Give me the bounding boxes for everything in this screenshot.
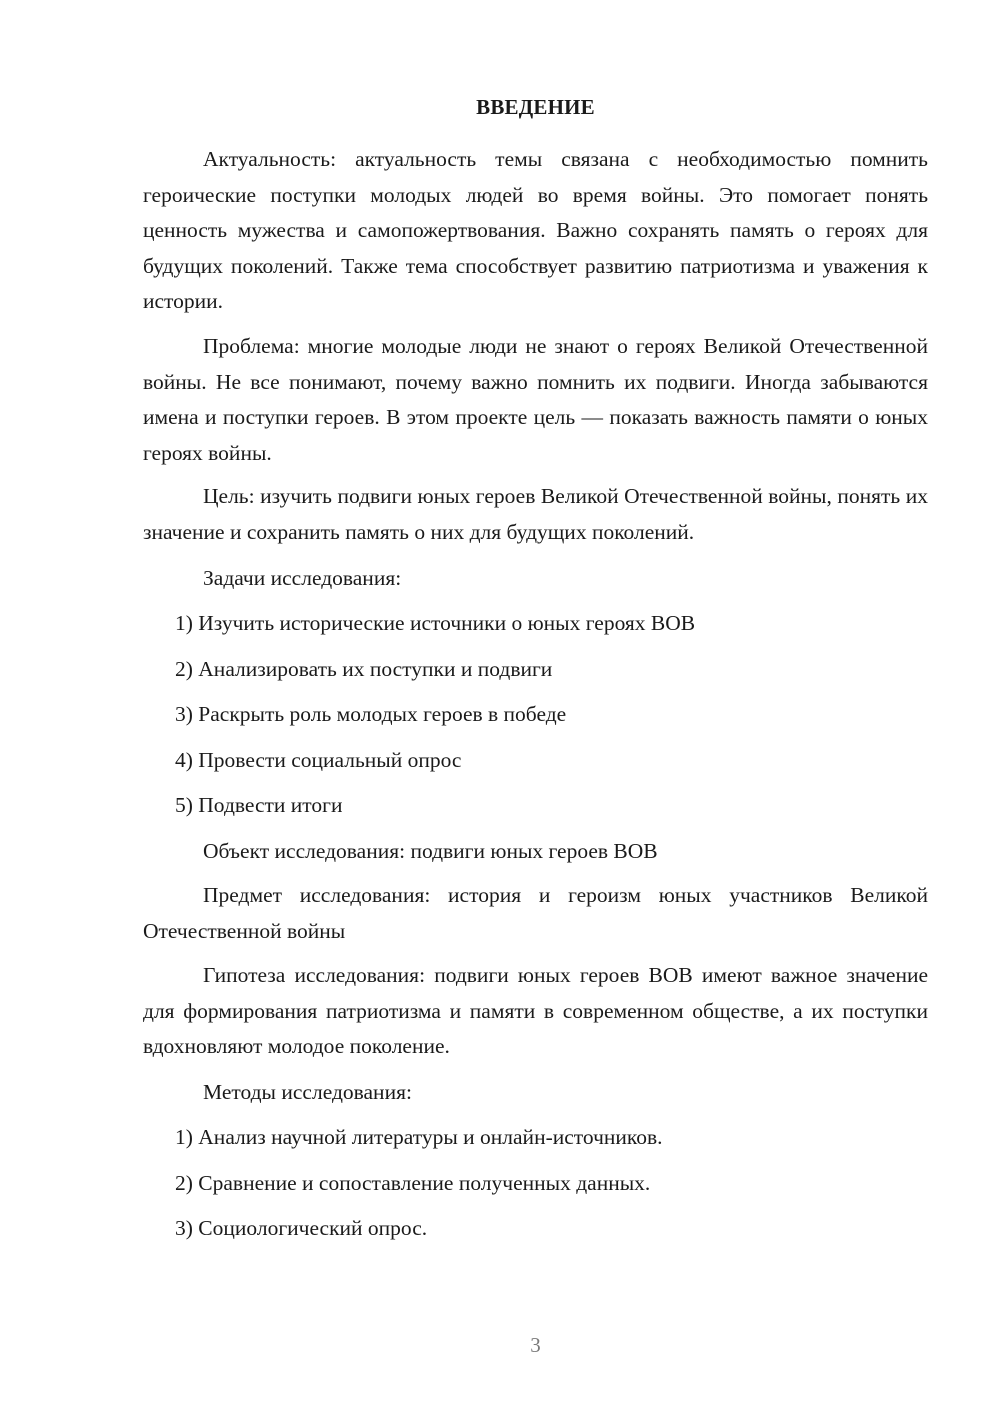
- methods-label: Методы исследования:: [203, 1080, 412, 1104]
- subject-paragraph: Предмет исследования: история и героизм юных участников Великой Отечественной войны: [143, 883, 928, 943]
- task-item: 4) Провести социальный опрос: [175, 748, 462, 772]
- method-item: 2) Сравнение и сопоставление полученных данных.: [175, 1171, 651, 1195]
- document-page: [143, 0, 928, 1414]
- page-title: ВВЕДЕНИЕ: [476, 95, 595, 119]
- method-item: 1) Анализ научной литературы и онлайн-источников.: [175, 1125, 663, 1149]
- task-item: 1) Изучить исторические источники о юных героях ВОВ: [175, 611, 696, 635]
- hypothesis-paragraph: Гипотеза исследования: подвиги юных героев ВОВ имеют важное значение для формирования патриотизма и памяти в современном обществе, а их поступки вдохновляют молодое поколение.: [143, 963, 928, 1058]
- task-item: 3) Раскрыть роль молодых героев в победе: [175, 702, 567, 726]
- tasks-label: Задачи исследования:: [203, 566, 402, 590]
- task-item: 5) Подвести итоги: [175, 793, 343, 817]
- object-line: Объект исследования: подвиги юных героев ВОВ: [203, 839, 658, 863]
- relevance-paragraph: Актуальность: актуальность темы связана с необходимостью помнить героические поступки молодых людей во время войны. Это помогает понять ценность мужества и самопожертвования. Важно сохранять память о героях для будущих поколений. Также тема способствует развитию патриотизма и уважения к истории.: [143, 147, 928, 313]
- page-number: 3: [530, 1333, 541, 1357]
- problem-paragraph: Проблема: многие молодые люди не знают о героях Великой Отечественной войны. Не все понимают, почему важно помнить их подвиги. Иногда забываются имена и поступки героев. В этом проекте цель — показать важность памяти о юных героях войны.: [143, 334, 928, 465]
- task-item: 2) Анализировать их поступки и подвиги: [175, 657, 553, 681]
- goal-paragraph: Цель: изучить подвиги юных героев Великой Отечественной войны, понять их значение и сохранить память о них для будущих поколений.: [143, 484, 928, 544]
- method-item: 3) Социологический опрос.: [175, 1216, 428, 1240]
